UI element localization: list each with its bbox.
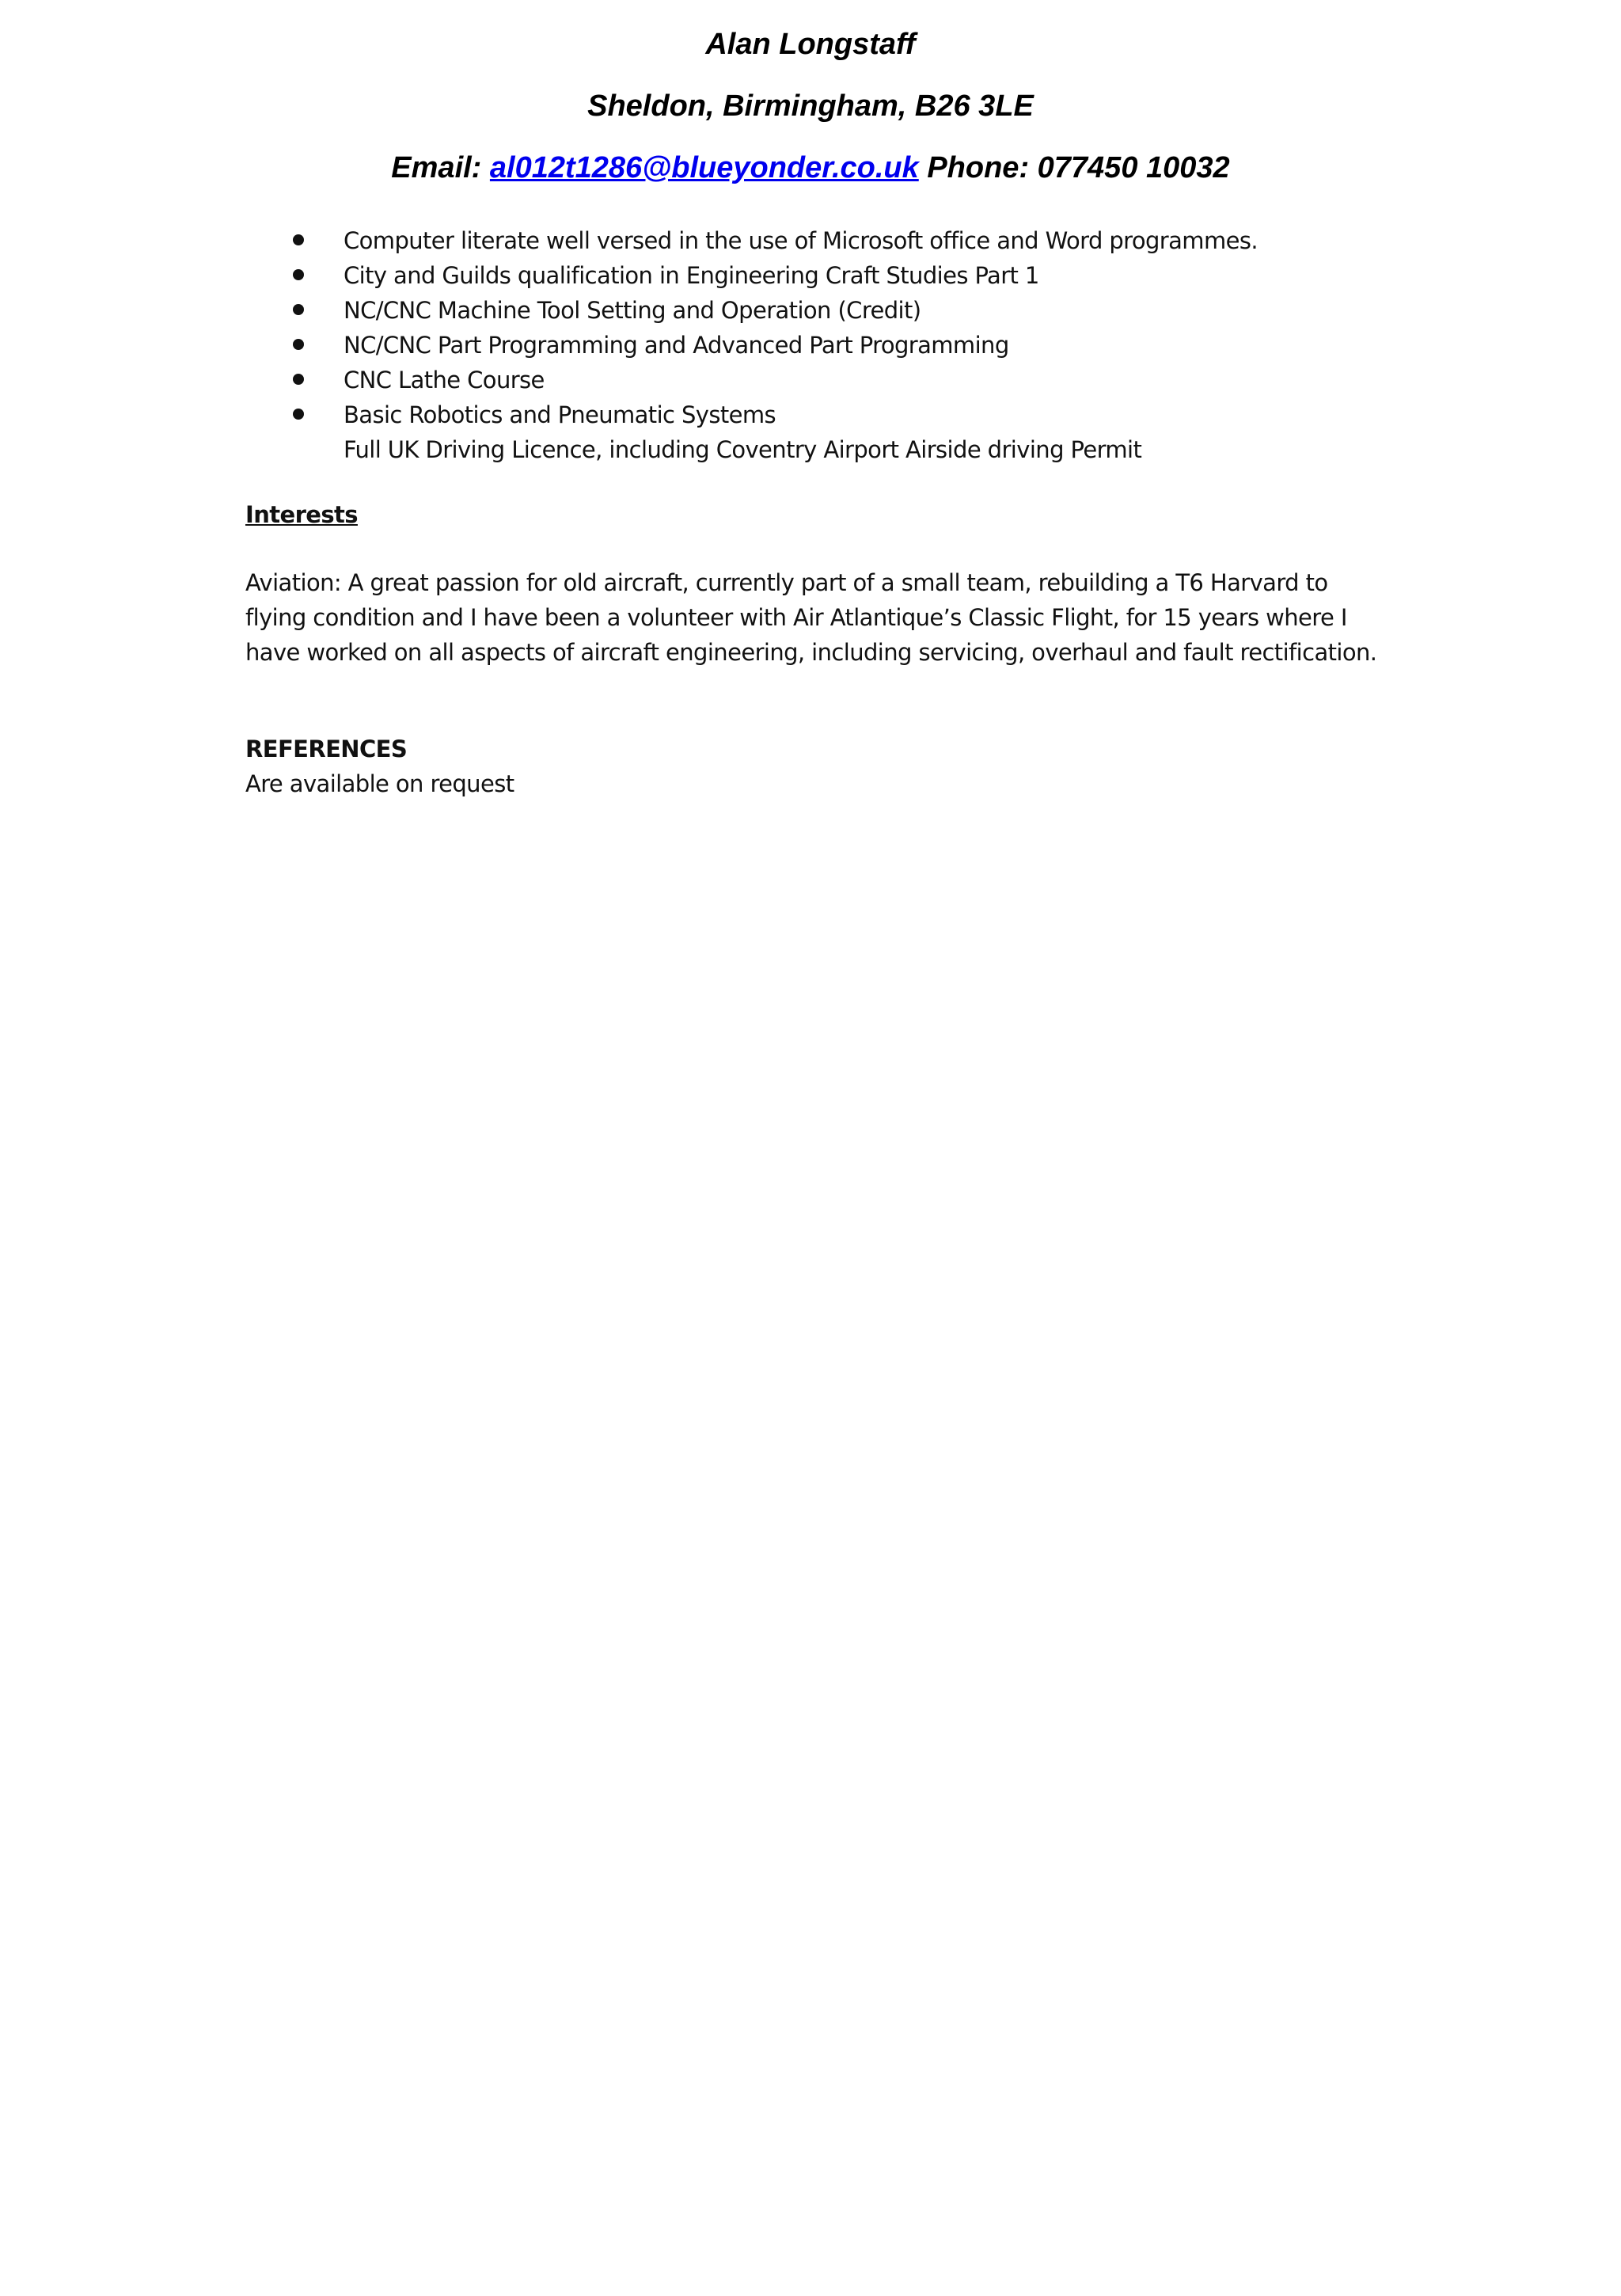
phone-text: Phone: 077450 10032 bbox=[918, 151, 1230, 184]
bullet-icon bbox=[293, 374, 304, 385]
bullet-icon bbox=[293, 339, 304, 350]
list-item bbox=[293, 258, 1480, 293]
email-label: Email: bbox=[391, 151, 490, 184]
interests-paragraph bbox=[245, 565, 1385, 670]
bullet-icon bbox=[293, 234, 304, 245]
skill-text: CNC Lathe Course bbox=[344, 367, 545, 393]
interests-line: flying condition and I have been a volunteer with Air Atlantique’s Classic Flight, for 15 years where I bbox=[245, 604, 1347, 631]
list-item bbox=[293, 223, 1480, 258]
list-item bbox=[293, 293, 1480, 328]
skill-text: City and Guilds qualification in Engineering Craft Studies Part 1 bbox=[344, 262, 1039, 289]
list-item bbox=[293, 397, 1480, 432]
skill-text: Computer literate well versed in the use of Microsoft office and Word programmes. bbox=[344, 227, 1258, 254]
interests-heading: Interests bbox=[245, 501, 358, 528]
bullet-icon bbox=[293, 269, 304, 280]
email-link[interactable]: al012t1286@blueyonder.co.uk bbox=[489, 151, 919, 184]
candidate-address: Sheldon, Birmingham, B26 3LE bbox=[587, 89, 1034, 123]
skill-text: NC/CNC Machine Tool Setting and Operation (Credit) bbox=[344, 297, 921, 324]
references-text: Are available on request bbox=[245, 770, 514, 797]
skill-text: Basic Robotics and Pneumatic Systems bbox=[344, 401, 776, 428]
references-heading: REFERENCES bbox=[245, 736, 408, 762]
skill-text: NC/CNC Part Programming and Advanced Part Programming bbox=[344, 332, 1009, 359]
candidate-name: Alan Longstaff bbox=[705, 28, 916, 61]
list-item bbox=[293, 363, 1480, 397]
interests-line: Aviation: A great passion for old aircraft, currently part of a small team, rebuilding a T6 Harvard to bbox=[245, 569, 1328, 596]
interests-line: have worked on all aspects of aircraft engineering, including servicing, overhaul and fault rectification. bbox=[245, 639, 1377, 666]
skills-list bbox=[293, 223, 1480, 432]
driving-licence-line: Full UK Driving Licence, including Coventry Airport Airside driving Permit bbox=[344, 436, 1142, 463]
list-item bbox=[293, 328, 1480, 363]
contact-line bbox=[0, 149, 1621, 187]
bullet-icon bbox=[293, 304, 304, 315]
bullet-icon bbox=[293, 409, 304, 420]
